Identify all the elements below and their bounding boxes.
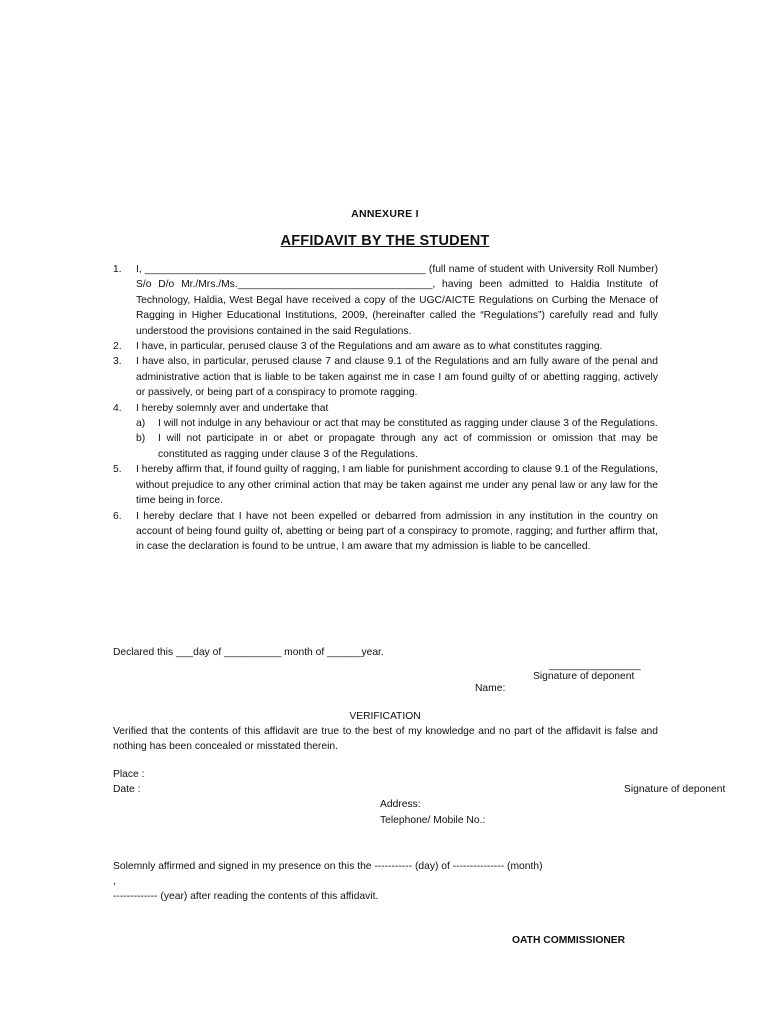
clause-5 (113, 462, 658, 508)
clause-2 (113, 339, 658, 354)
signature-blank: ________________ (549, 660, 641, 671)
solemnly-affirmed-comma: , (113, 876, 116, 887)
affidavit-clauses (113, 262, 658, 555)
clause-6 (113, 509, 658, 555)
place-label: Place : (113, 769, 145, 780)
clause-text: I hereby solemnly aver and undertake that (136, 402, 329, 414)
solemnly-affirmed-line-1: Solemnly affirmed and signed in my presence on this the ----------- (day) of --------------- (month) (113, 861, 543, 872)
clause-number: 4. (113, 402, 122, 414)
signature-of-deponent-label: Signature of deponent (533, 671, 635, 682)
clause-text: I hereby affirm that, if found guilty of ragging, I am liable for punishment according to clause 9.1 of the Regulations, without prejudice to any other criminal action that may be taken against me under any penal law or any law for the time being in force. (136, 464, 658, 507)
date-label: Date : (113, 784, 141, 795)
clause-3 (113, 354, 658, 400)
clause-1 (113, 262, 658, 339)
clause-text: I have, in particular, perused clause 3 of the Regulations and am aware as to what constitutes ragging. (136, 341, 603, 353)
clause-number: 6. (113, 510, 122, 522)
clause-text: I, _________________________________________________ (full name of student with University Roll Number) S/o D/o Mr./Mrs./Ms.__________________________________, having been admitted to Haldia Institute of Technology, Haldia, West Begal have received a copy of the UGC/AICTE Regulations on Curbing the Menace of Ragging in Higher Educational Institutions, 2009, (hereinafter called the “Regulations”) carefully read and fully understood the provisions contained in the said Regulations. (136, 264, 658, 337)
clause-number: 5. (113, 464, 122, 476)
verification-heading: VERIFICATION (349, 711, 421, 722)
signature-of-deponent-label-2: Signature of deponent (624, 784, 726, 795)
address-label: Address: (380, 799, 421, 810)
telephone-label: Telephone/ Mobile No.: (380, 815, 486, 826)
subclause-text: I will not indulge in any behaviour or act that may be constituted as ragging under clause 3 of the Regulations. (158, 418, 658, 430)
clause-number: 2. (113, 341, 122, 353)
solemnly-affirmed-line-2: ------------- (year) after reading the contents of this affidavit. (113, 891, 379, 902)
verification-text: Verified that the contents of this affidavit are true to the best of my knowledge and no part of the affidavit is false and nothing has been concealed or misstated therein. (113, 726, 658, 753)
name-label: Name: (475, 683, 506, 694)
clause-4 (113, 401, 658, 463)
clause-number: 1. (113, 264, 122, 275)
subclause-number: a) (136, 418, 146, 430)
page-title: AFFIDAVIT BY THE STUDENT (280, 233, 490, 249)
clause-text: I hereby declare that I have not been expelled or debarred from admission in any institution in the country on account of being found guilty of, abetting or being part of a conspiracy to promote, ragging; and further affirm that, in case the declaration is found to be untrue, I am aware that my admission is liable to be cancelled. (136, 510, 658, 553)
annexure-label: ANNEXURE I (351, 208, 419, 220)
subclause-number: b) (136, 433, 146, 445)
oath-commissioner-label: OATH COMMISSIONER (512, 935, 626, 946)
subclause-b (136, 431, 658, 462)
clause-text: I have also, in particular, perused clause 7 and clause 9.1 of the Regulations and am fully aware of the penal and administrative action that is liable to be taken against me in case I am found guilty of or abetting ragging, actively or passively, or being part of a conspiracy to promote ragging. (136, 356, 658, 399)
declaration-line: Declared this ___day of __________ month of ______year. (113, 647, 384, 658)
subclause-text: I will not participate in or abet or propagate through any act of commission or omission that may be constituted as ragging under clause 3 of the Regulations. (158, 433, 658, 460)
subclause-a (136, 416, 658, 431)
clause-number: 3. (113, 356, 122, 368)
